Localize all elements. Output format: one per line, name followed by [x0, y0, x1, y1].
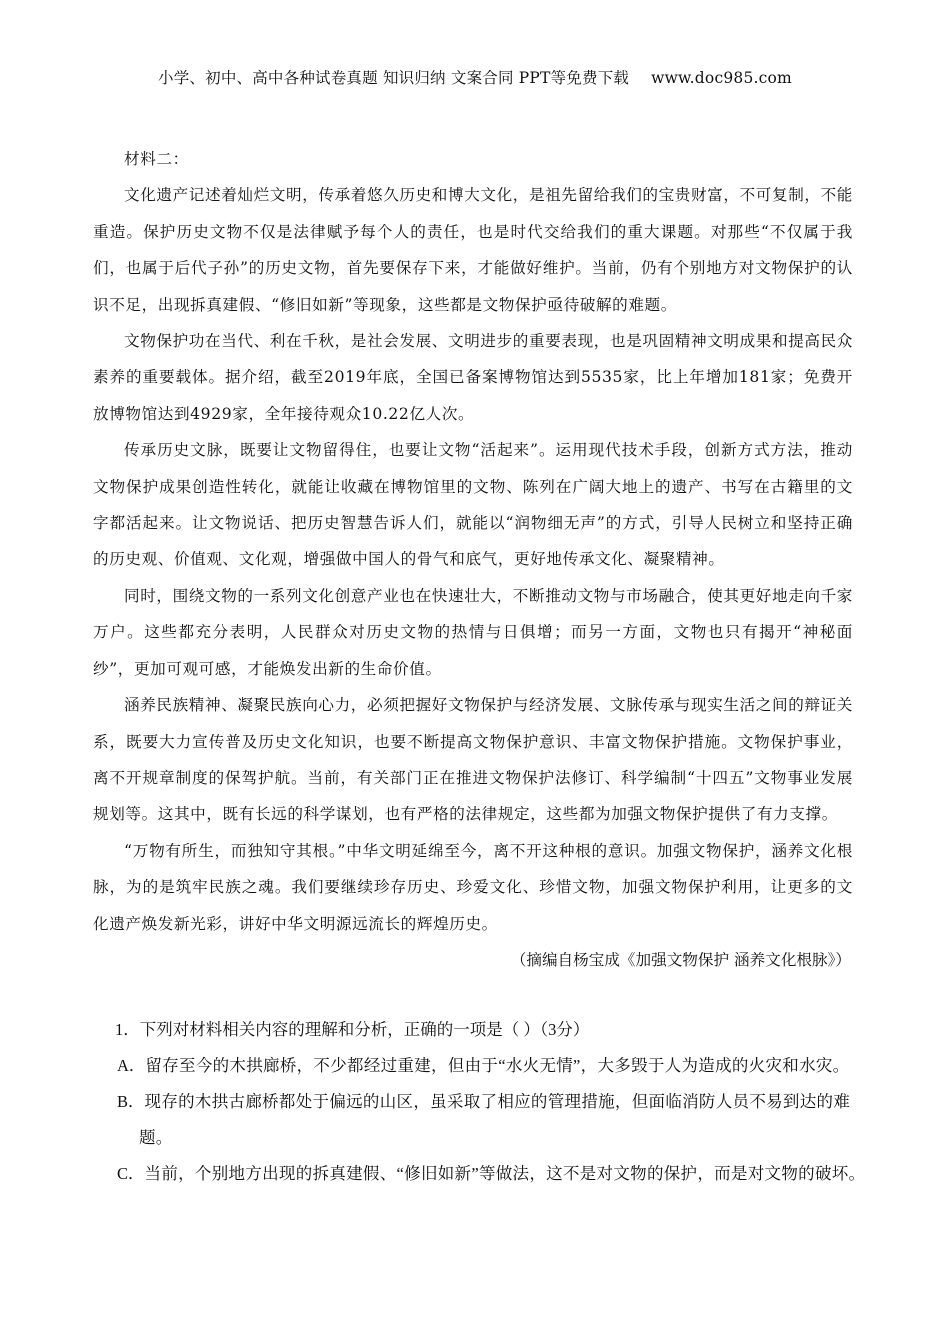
option-a[interactable] [117, 1048, 867, 1084]
question-stem: 1．下列对材料相关内容的理解和分析，正确的一项是（ ）（3分） [115, 1020, 590, 1039]
material-paragraph: 涵养民族精神、凝聚民族向心力，必须把握好文物保护与经济发展、文脉传承与现实生活之间的辩证关系，既要大力宣传普及历史文化知识，也要不断提高文物保护意识、丰富文物保护措施。文物保护事业，离不开规章制度的保驾护航。当前，有关部门正在推进文物保护法修订、科学编制“十四五”文物事业发展规划等。这其中，既有长远的科学谋划，也有严格的法律规定，这些都为加强文物保护提供了有力支撑。 [93, 696, 853, 824]
header-url[interactable]: www.doc985.com [651, 69, 792, 87]
option-text: 现存的木拱古廊桥都处于偏远的山区，虽采取了相应的管理措施，但面临消防人员不易到达的难题。 [139, 1092, 851, 1147]
page-header [0, 66, 950, 88]
material-paragraph: 传承历史文脉，既要让文物留得住，也要让文物“活起来”。运用现代技术手段，创新方式方法，推动文物保护成果创造性转化，就能让收藏在博物馆里的文物、陈列在广阔大地上的遗产、书写在古籍里的文字都活起来。让文物说话、把历史智慧告诉人们，就能以“润物细无声”的方式，引导人民树立和坚持正确的历史观、价值观、文化观，增强做中国人的骨气和底气，更好地传承文化、凝聚精神。 [93, 441, 853, 569]
option-text: 留存至今的木拱廊桥，不少都经过重建，但由于“水火无情”，大多毁于人为造成的火灾和水灾。 [145, 1056, 850, 1075]
material-paragraph: “万物有所生，而独知守其根。”中华文明延绵至今，离不开这种根的意识。加强文物保护，涵养文化根脉，为的是筑牢民族之魂。我们要继续珍存历史、珍爱文化、珍惜文物，加强文物保护利用，让更多的文化遗产焕发新光彩，讲好中华文明源远流长的辉煌历史。 [93, 841, 853, 933]
material-section [93, 141, 853, 978]
option-c[interactable] [117, 1156, 867, 1192]
material-source: （摘编自杨宝成《加强文物保护 涵养文化根脉》） [510, 950, 851, 969]
question-1 [117, 1012, 867, 1192]
option-letter: B． [117, 1092, 145, 1111]
option-b[interactable] [117, 1084, 867, 1156]
material-paragraph: 文化遗产记述着灿烂文明，传承着悠久历史和博大文化，是祖先留给我们的宝贵财富，不可复制，不能重造。保护历史文物不仅是法律赋予每个人的责任，也是时代交给我们的重大课题。对那些“不仅属于我们，也属于后代子孙”的历史文物，首先要保存下来，才能做好维护。当前，仍有个别地方对文物保护的认识不足，出现拆真建假、“修旧如新”等现象，这些都是文物保护亟待破解的难题。 [93, 186, 853, 314]
option-letter: A． [117, 1056, 146, 1075]
material-title: 材料二： [124, 150, 189, 168]
option-text: 当前，个别地方出现的拆真建假、“修旧如新”等做法，这不是对文物的保护，而是对文物的破坏。 [144, 1164, 866, 1183]
material-paragraph: 文物保护功在当代、利在千秋，是社会发展、文明进步的重要表现，也是巩固精神文明成果和提高民众素养的重要载体。据介绍，截至2019年底，全国已备案博物馆达到5535家，比上年增加181家；免费开放博物馆达到4929家，全年接待观众10.22亿人次。 [93, 332, 853, 423]
material-paragraph: 同时，围绕文物的一系列文化创意产业也在快速壮大，不断推动文物与市场融合，使其更好地走向千家万户。这些都充分表明，人民群众对历史文物的热情与日俱增；而另一方面，文物也只有揭开“神秘面纱”，更加可观可感，才能焕发出新的生命价值。 [93, 586, 853, 678]
option-letter: C． [117, 1164, 145, 1183]
header-text: 小学、初中、高中各种试卷真题 知识归纳 文案合同 PPT等免费下载 [158, 69, 630, 87]
